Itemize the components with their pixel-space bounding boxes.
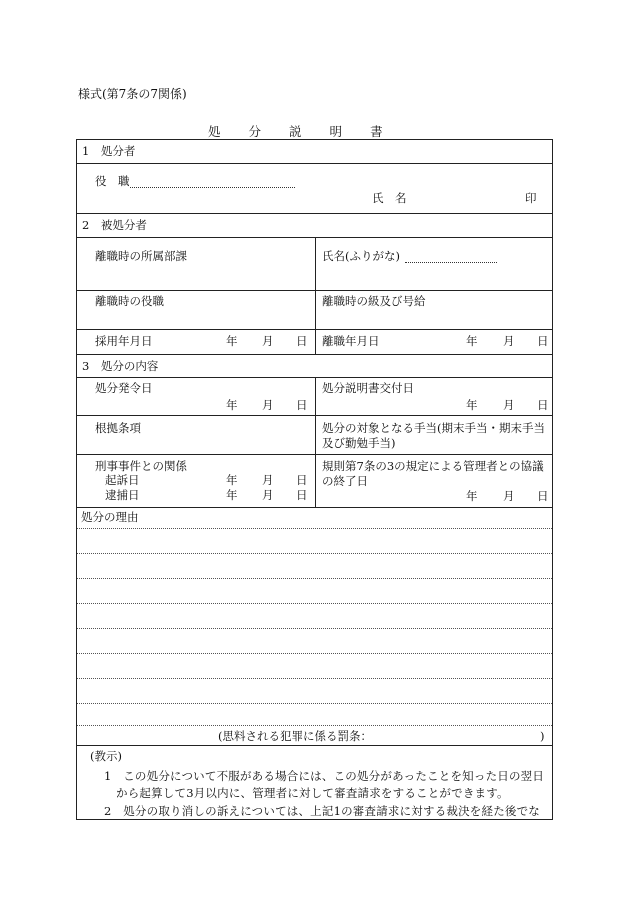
reason-line: [77, 678, 552, 679]
rule-sec1-heading: [76, 163, 553, 164]
instruction-item2-line1: 2 処分の取り消しの訴えについては、上記1の審査請求に対する裁決を経た後でな: [104, 804, 540, 818]
order-date-month: 月: [262, 398, 274, 412]
sec1-name-label: 氏 名: [372, 191, 407, 205]
consult-year: 年: [466, 489, 478, 503]
reason-line: [77, 603, 552, 604]
name-kana-field[interactable]: [405, 262, 497, 263]
hire-date-label: 採用年月日: [95, 334, 153, 348]
basis-label: 根拠条項: [95, 421, 141, 435]
sec3-heading: 3 処分の内容: [82, 359, 159, 373]
order-date-day: 日: [296, 398, 308, 412]
post-label: 離職時の役職: [95, 294, 164, 308]
delivery-date-label: 処分説明書交付日: [322, 381, 414, 395]
rule-reason-bottom: [76, 745, 553, 746]
title-char-3: 説: [289, 124, 302, 139]
sec1-post-label: 役 職: [95, 174, 130, 188]
indict-day: 日: [296, 473, 308, 487]
penalty-note: (思料される犯罪に係る罰条：: [218, 729, 372, 743]
reason-line: [77, 553, 552, 554]
reason-line: [77, 578, 552, 579]
document-title: [208, 126, 383, 139]
divider-sec2: [315, 237, 316, 354]
reason-heading: 処分の理由: [81, 510, 139, 524]
consult-month: 月: [503, 489, 515, 503]
arrest-year: 年: [226, 488, 238, 502]
allowance-label-line2: 及び勤勉手当): [322, 436, 396, 450]
indict-year: 年: [226, 473, 238, 487]
title-char-1: 処: [208, 124, 221, 139]
arrest-day: 日: [296, 488, 308, 502]
leave-date-label: 離職年月日: [322, 334, 380, 348]
hire-date-month: 月: [262, 334, 274, 348]
dept-label: 離職時の所属部課: [95, 249, 187, 263]
reason-line: [77, 653, 552, 654]
indict-month: 月: [262, 473, 274, 487]
form-label: 様式(第7条の7関係): [78, 87, 187, 101]
arrest-label: 逮捕日: [105, 488, 140, 502]
indict-label: 起訴日: [105, 473, 140, 487]
delivery-date-year: 年: [466, 398, 478, 412]
allowance-label-line1: 処分の対象となる手当(期末手当・期末手当: [322, 421, 545, 435]
sec1-heading: 1 処分者: [82, 144, 136, 158]
rule-sec2-top: [76, 213, 553, 214]
order-date-label: 処分発令日: [95, 381, 153, 395]
delivery-date-day: 日: [537, 398, 549, 412]
order-date-year: 年: [226, 398, 238, 412]
criminal-label: 刑事事件との関係: [95, 459, 187, 473]
reason-line: [77, 725, 552, 726]
rule-date-row: [76, 354, 553, 355]
leave-date-day: 日: [537, 334, 549, 348]
hire-date-day: 日: [296, 334, 308, 348]
reason-line: [77, 703, 552, 704]
instruction-heading: (教示): [90, 749, 122, 763]
title-char-5: 書: [370, 124, 383, 139]
sec1-post-field[interactable]: [130, 187, 295, 188]
consult-label-line2: の終了日: [322, 474, 368, 488]
rule-criminal-row: [76, 507, 553, 508]
arrest-month: 月: [262, 488, 274, 502]
instruction-item1-line2: から起算して3月以内に、管理者に対して審査請求をすることができます。: [116, 786, 509, 800]
title-char-2: 分: [248, 124, 262, 139]
reason-line: [77, 628, 552, 629]
consult-day: 日: [537, 489, 549, 503]
delivery-date-month: 月: [503, 398, 515, 412]
name-kana-label: 氏名(ふりがな): [322, 249, 400, 263]
penalty-close: ): [540, 729, 545, 743]
reason-line: [77, 528, 552, 529]
title-char-4: 明: [329, 124, 343, 139]
leave-date-month: 月: [503, 334, 515, 348]
instruction-item1-line1: 1 この処分について不服がある場合には、この処分があったことを知った日の翌日: [104, 769, 545, 783]
consult-label-line1: 規則第7条の3の規定による管理者との協議: [322, 459, 544, 473]
grade-label: 離職時の級及び号給: [322, 294, 426, 308]
seal-label: 印: [525, 191, 537, 205]
sec2-heading: 2 被処分者: [82, 218, 147, 232]
leave-date-year: 年: [466, 334, 478, 348]
divider-sec3: [315, 377, 316, 507]
hire-date-year: 年: [226, 334, 238, 348]
